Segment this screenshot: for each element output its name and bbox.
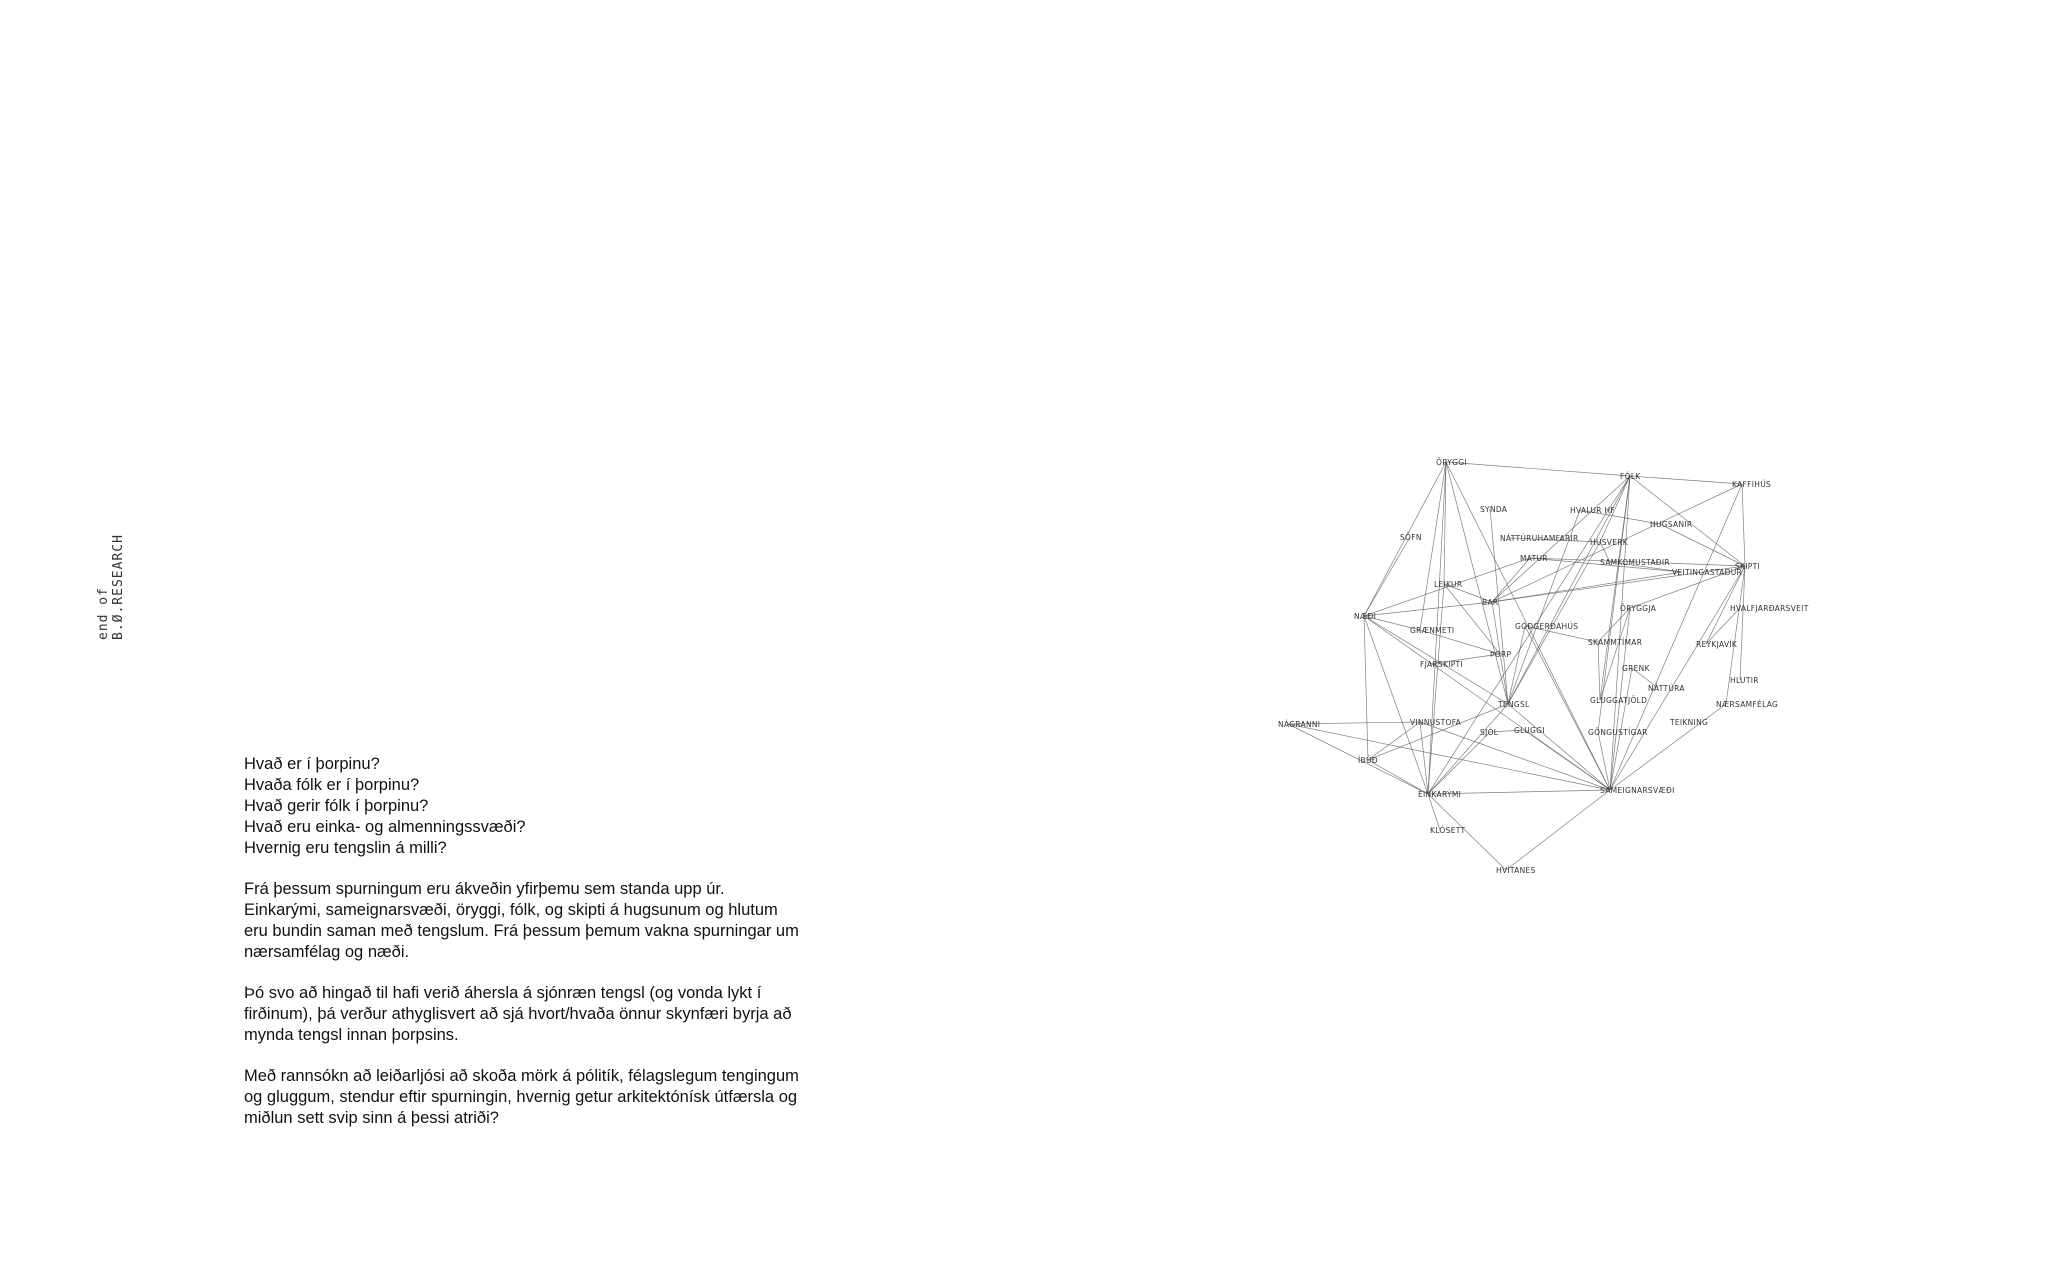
edge-skammtimar-gluggatjold xyxy=(1598,642,1600,700)
body-text xyxy=(244,754,804,1149)
node-label-natturuhamfarir: NÁTTÚRUHAMFARIR xyxy=(1500,534,1579,543)
edge-ibud-vinnustofa xyxy=(1368,722,1420,760)
node-label-nattura: NÁTTÚRA xyxy=(1648,684,1685,693)
node-label-leikur: LEIKUR xyxy=(1434,580,1463,589)
node-label-skipti: SKIPTI xyxy=(1735,562,1761,571)
edge-naedi-einkarymi xyxy=(1364,616,1428,794)
question-5: Hvernig eru tengslin á milli? xyxy=(244,839,447,857)
edge-gluggatjold-ornolfa xyxy=(1600,608,1630,700)
node-label-folk: FÓLK xyxy=(1620,472,1641,481)
paragraph-1: Frá þessum spurningum eru ákveðin yfirþemu sem standa upp úr. Einkarými, sameignarsvæði, öryggi, fólk, og skipti á hugsunum og hlutum eru bundin saman með tengslum. Frá þessum þemum vakna spurningar um nærsamfélag og næði. xyxy=(244,880,799,961)
node-label-sameignarsvaedi: SAMEIGNARSVÆÐI xyxy=(1600,786,1675,795)
node-label-reykjavik: REYKJAVÍK xyxy=(1696,640,1738,649)
node-label-sjol: SJÓL xyxy=(1480,728,1499,737)
edge-sameignarsvaedi-hvitanes xyxy=(1506,790,1610,870)
node-label-naersamfelag: NÆRSAMFÉLAG xyxy=(1716,700,1779,709)
node-label-gongustigar: GÖNGUSTÍGAR xyxy=(1588,728,1648,737)
node-label-hvalfjardarsveit: HVALFJARÐARSVEIT xyxy=(1730,604,1809,613)
node-label-naedi: NÆÐI xyxy=(1354,612,1377,621)
node-label-skammtimar: SKAMMTÍMAR xyxy=(1588,638,1643,647)
diagram-labels xyxy=(1278,458,1809,875)
node-label-ibud: ÍBÚÐ xyxy=(1358,756,1378,765)
node-label-hlutir: HLUTIR xyxy=(1730,676,1759,685)
edge-sameignarsvaedi-naersamfelag xyxy=(1610,704,1726,790)
node-label-einkarymi: EINKARÝMI xyxy=(1418,790,1462,799)
edge-kaffihus-skipti xyxy=(1742,484,1745,566)
side-label-text xyxy=(96,534,126,640)
edge-sameignarsvaedi-godgerdarhus xyxy=(1525,626,1610,790)
node-label-tengsl: TENGSL xyxy=(1498,700,1530,709)
node-label-ornolfa: ÖRYGGJA xyxy=(1620,604,1657,613)
edge-folk-kaffihus xyxy=(1630,476,1742,484)
node-label-fjarskipti: FJARSKIPTI xyxy=(1420,660,1463,669)
question-1: Hvað er í þorpinu? xyxy=(244,755,380,773)
edge-kaffihus-sameignarsvaedi xyxy=(1610,484,1742,790)
node-label-thorp: ÞORP xyxy=(1490,650,1512,659)
node-label-graenmeti: GRÆNMETI xyxy=(1410,626,1455,635)
node-label-hvitanes: HVÍTANES xyxy=(1496,866,1536,875)
edge-oryggi-folk xyxy=(1446,462,1630,476)
node-label-grenk: GRENK xyxy=(1622,664,1650,673)
edge-skipti-hugsanir xyxy=(1660,524,1745,566)
edge-sameignarsvaedi-tengsl xyxy=(1508,704,1610,790)
network-diagram-svg xyxy=(1270,450,1809,880)
node-label-matur: MATUR xyxy=(1520,554,1548,563)
edge-ornolfa-skammtimar xyxy=(1598,608,1630,642)
node-label-oryggi: ÖRYGGI xyxy=(1436,458,1467,467)
side-label-line-2: B.Ø.RESEARCH xyxy=(111,534,126,640)
node-label-husverk: HÚSVERK xyxy=(1590,538,1628,547)
node-label-samkomustadir: SAMKOMUSTAÐIR xyxy=(1600,558,1670,567)
node-label-synda: SYNDA xyxy=(1480,505,1508,514)
edge-bar-veitingastadur xyxy=(1492,572,1682,602)
edge-naedi-ibud xyxy=(1364,616,1368,760)
node-label-nagranni: NÁGRANNI xyxy=(1278,720,1321,729)
question-2: Hvaða fólk er í þorpinu? xyxy=(244,776,420,794)
node-label-hugsanir: HUGSANIR xyxy=(1650,520,1693,529)
side-label-line-1: end of xyxy=(96,587,111,640)
node-label-gluggatjold: GLUGGATJÖLD xyxy=(1590,696,1648,705)
paragraph-3: Með rannsókn að leiðarljósi að skoða mörk á pólitík, félagslegum tengingum og gluggum, stendur eftir spurningin, hvernig getur arkitektónísk útfærsla og miðlun sett svip sinn á þessi atriði? xyxy=(244,1067,799,1127)
question-3: Hvað gerir fólk í þorpinu? xyxy=(244,797,429,815)
edge-naedi-sofn xyxy=(1364,537,1410,616)
node-label-hvalur: HVALUR HF xyxy=(1570,506,1615,515)
question-4: Hvað eru einka- og almenningssvæði? xyxy=(244,818,526,836)
node-label-vinnustofa: VINNUSTOFA xyxy=(1410,718,1462,727)
edge-folk-einkarymi xyxy=(1428,476,1630,794)
edge-einkarymi-sjol xyxy=(1428,732,1490,794)
paragraph-2: Þó svo að hingað til hafi verið áhersla á sjónræn tengsl (og vonda lykt í firðinum), þá verður athyglisvert að sjá hvort/hvaða önnur skynfæri byrja að mynda tengsl innan þorpsins. xyxy=(244,984,792,1044)
node-label-gluggi: GLUGGI xyxy=(1514,726,1545,735)
question-list xyxy=(244,754,804,859)
node-label-bar: BAR xyxy=(1482,598,1499,607)
node-label-veitingastadur: VEITINGASTAÐUR xyxy=(1672,568,1743,577)
side-label xyxy=(96,534,126,652)
node-label-klosett: KLÓSETT xyxy=(1430,826,1466,835)
node-label-godgerdarhus: GÓÐGERÐAHÚS xyxy=(1515,622,1579,631)
edge-einkarymi-ibud xyxy=(1368,760,1428,794)
node-label-teikning: TEIKNING xyxy=(1670,718,1709,727)
edge-sameignarsvaedi-nagranni xyxy=(1288,724,1610,790)
node-label-kaffihus: KAFFIHÚS xyxy=(1732,480,1772,489)
network-diagram xyxy=(1270,450,1809,880)
edge-einkarymi-leikur xyxy=(1428,584,1444,794)
node-label-sofn: SÖFN xyxy=(1400,533,1422,542)
